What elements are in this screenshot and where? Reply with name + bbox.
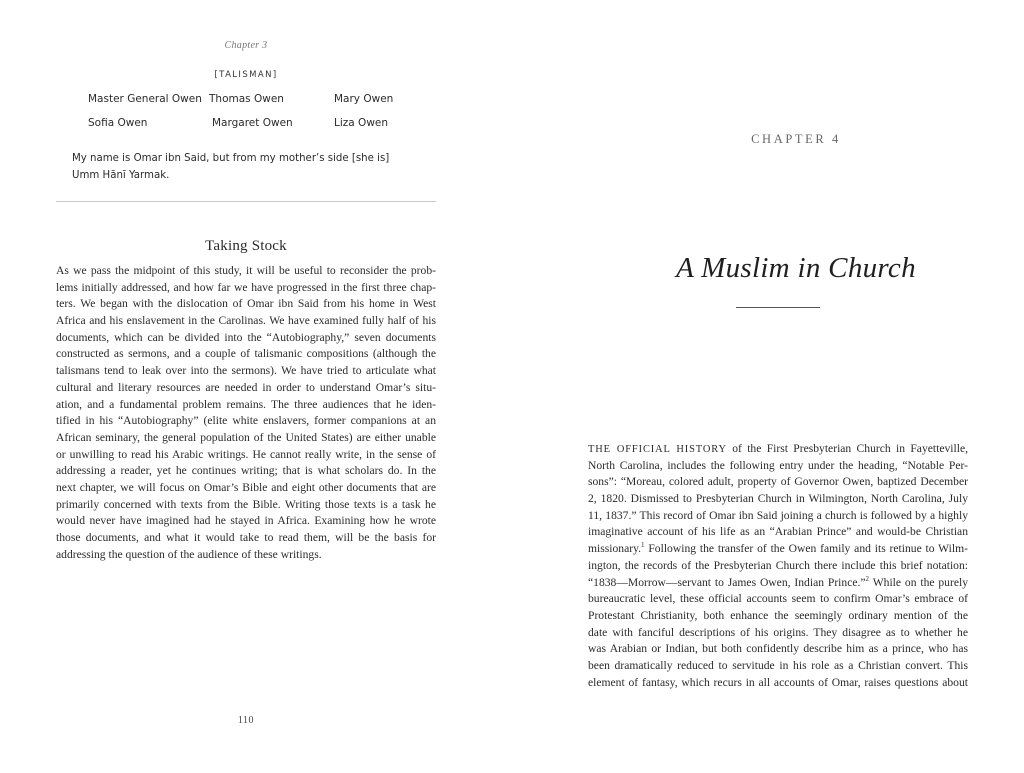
name-cell: Margaret Owen <box>212 117 293 129</box>
section-divider <box>56 201 436 202</box>
name-cell: Mary Owen <box>334 93 394 105</box>
text-line: North Carolina, includes the following entry under the heading, “Notable Per- <box>588 458 968 472</box>
text-line: 2, 1820. Dismissed to Presbyterian Church in Wilmington, North Carolina, July <box>588 492 968 506</box>
name-cell: Master General Owen <box>88 93 202 105</box>
text-line: addressing a reader, yet he continues writing; that is what scholars do. In the <box>56 464 436 478</box>
text-fragment: of the First Presbyterian Church in Fayetteville, <box>726 442 968 455</box>
text-line <box>588 541 968 558</box>
text-line: Africa and his enslavement in the Carolinas. We have examined fully half of his <box>56 314 436 328</box>
text-fragment: missionary. <box>588 542 642 556</box>
text-line: or unwilling to read his Arabic writings. He cannot really write, in the sense of <box>56 447 436 461</box>
footnote-marker[interactable]: 1 <box>641 541 645 550</box>
text-line: As we pass the midpoint of this study, it will be useful to reconsider the prob- <box>56 264 436 277</box>
text-line: date with fanciful descriptions of his origins. They disagree as to whether he <box>588 625 968 639</box>
chapter-title-rule <box>736 307 820 308</box>
text-line: documents, which can be divided into the “Autobiography,” seven documents <box>56 330 436 344</box>
text-line: African seminary, the general population of the United States) are either unable <box>56 430 436 444</box>
text-line: ation, and a fundamental problem remains. The three audiences that he iden- <box>56 397 436 411</box>
name-cell: Sofia Owen <box>88 117 148 129</box>
text-line <box>588 441 968 458</box>
text-line: tified in his “Autobiography” (elite white enslavers, former companions at an <box>56 414 436 428</box>
text-fragment: Following the transfer of the Owen family and its retinue to Wilm- <box>644 542 968 556</box>
lead-in-smallcaps: THE OFFICIAL HISTORY <box>588 444 727 455</box>
names-grid <box>86 93 426 141</box>
text-fragment: While on the purely <box>869 575 968 589</box>
text-line: addressing the question of the audience of these writings. <box>56 547 322 561</box>
page-number: 110 <box>237 715 255 726</box>
text-line: primarily concerned with texts from the Bible. Writing those texts is a task he <box>56 497 436 511</box>
section-heading: Taking Stock <box>205 238 287 254</box>
talisman-label: [TALISMAN] <box>214 70 278 80</box>
text-line: constructed as sermons, and a couple of talismanic compositions (although the <box>56 347 436 361</box>
text-line <box>588 575 968 592</box>
body-paragraph <box>56 263 436 563</box>
text-line: element of fantasy, which recurs in all accounts of Omar, raises questions about <box>588 675 968 689</box>
text-line: ters. We began with the dislocation of Omar ibn Said from his home in West <box>56 297 436 311</box>
text-line: lems initially addressed, and how far we have progressed in the first three chap- <box>56 280 436 294</box>
text-line: next chapter, we will focus on Omar’s Bible and eight other documents that are <box>56 480 436 494</box>
text-line: was Arabian or Indian, but both confidently describe him as a prince, who has <box>588 642 968 656</box>
names-row <box>86 117 426 141</box>
text-line: sons”: “Moreau, colored adult, property of Governor Owen, baptized December <box>588 475 968 489</box>
running-head: Chapter 3 <box>224 40 268 51</box>
text-line: ington, the records of the Presbyterian Church there include this brief notation: <box>588 558 968 572</box>
text-line: bureaucratic level, these official accounts seem to confirm Omar’s embrace of <box>588 592 968 606</box>
talisman-text: My name is Omar ibn Said, but from my mother’s side [she is] Umm Hānī Yarmak. <box>72 153 390 181</box>
chapter-number: CHAPTER 4 <box>751 132 841 146</box>
name-cell: Thomas Owen <box>209 93 284 105</box>
names-row <box>86 93 426 117</box>
text-line: Protestant Christianity, both enhance the seemingly ordinary mention of the <box>588 608 968 622</box>
text-line: cultural and literary resources are needed in order to understand Omar’s situ- <box>56 380 436 394</box>
text-line: 11, 1837.” This record of Omar ibn Said joining a church is followed by a highly <box>588 508 968 522</box>
text-line: those documents, and what it would take to read them, will be the basis for <box>56 531 436 544</box>
chapter-title: A Muslim in Church <box>676 252 916 284</box>
text-line: imaginative account of his life as an “Arabian Prince” and would-be Christian <box>588 525 968 539</box>
chapter-opening-paragraph <box>588 441 968 691</box>
text-fragment: “1838—Morrow—servant to James Owen, Indian Prince.” <box>588 575 866 589</box>
text-line: would never have imagined had he stayed in Africa. Examining how he wrote <box>56 514 436 528</box>
right-page <box>512 0 1024 773</box>
text-line: been dramatically reduced to servitude in his role as a Christian convert. This <box>588 658 968 672</box>
text-line: talismans tend to leak over into the sermons). We have tried to articulate what <box>56 364 436 378</box>
name-cell: Liza Owen <box>334 117 389 129</box>
footnote-marker[interactable]: 2 <box>865 574 870 583</box>
